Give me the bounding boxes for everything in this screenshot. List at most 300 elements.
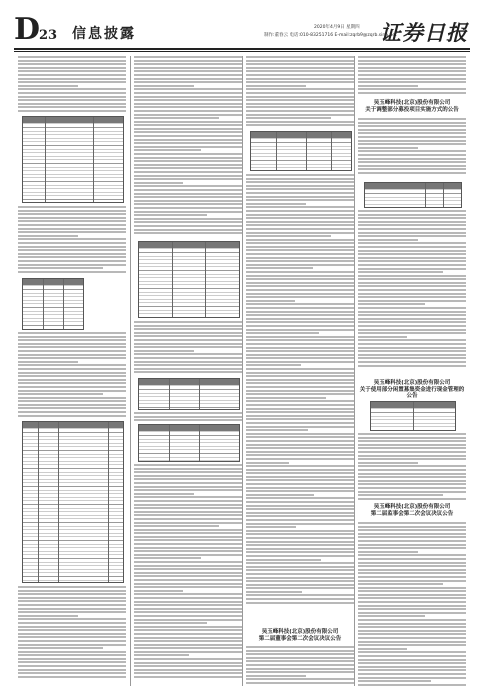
notice-title: 第二届董事会第二次会议决议公告 [258, 635, 342, 642]
text-line [358, 641, 466, 643]
text-line [358, 522, 466, 524]
text-line [134, 221, 242, 223]
text-line [358, 125, 466, 127]
text-line [18, 644, 126, 646]
text-line [246, 314, 354, 316]
text-line [134, 489, 242, 491]
notice-title-block [246, 629, 354, 642]
text-line [358, 143, 466, 145]
text-line [18, 346, 126, 348]
text-line [134, 211, 242, 213]
body-text [18, 586, 126, 679]
text-line [134, 601, 242, 603]
body-text [134, 321, 242, 375]
text-line [134, 561, 242, 563]
text-line [246, 573, 354, 575]
text-line [358, 637, 466, 639]
text-line [358, 224, 466, 226]
text-line [18, 332, 126, 334]
text-line [246, 300, 295, 302]
notice-title: 关于调整部分募投项目实施方式的公告 [365, 106, 459, 113]
text-line [246, 465, 354, 467]
text-line [246, 347, 354, 349]
text-line [134, 615, 242, 617]
text-line [358, 491, 466, 493]
text-line [246, 203, 306, 205]
text-line [246, 188, 354, 190]
text-line [134, 96, 242, 98]
text-line [358, 296, 466, 298]
text-line [246, 429, 308, 431]
text-line [134, 63, 242, 65]
text-line [134, 106, 242, 108]
text-line [246, 512, 354, 514]
text-line [134, 504, 242, 506]
text-line [358, 597, 466, 599]
text-line [134, 185, 242, 187]
text-line [134, 583, 242, 585]
text-line [358, 232, 466, 234]
text-line [246, 181, 354, 183]
text-line [18, 92, 126, 94]
text-line [134, 218, 242, 220]
body-text [358, 522, 466, 686]
text-line [134, 565, 242, 567]
text-line [246, 462, 289, 464]
text-line [246, 235, 331, 237]
text-line [358, 605, 466, 607]
text-line [134, 554, 242, 556]
text-line [134, 214, 207, 216]
text-line [18, 99, 126, 101]
text-line [246, 587, 354, 589]
text-line [18, 622, 126, 624]
text-line [18, 267, 103, 269]
text-line [134, 626, 242, 628]
text-line [134, 160, 242, 162]
text-line [246, 357, 354, 359]
text-line [134, 74, 242, 76]
text-line [134, 124, 242, 126]
text-line [358, 246, 466, 248]
text-line [134, 568, 242, 570]
text-line [246, 444, 354, 446]
text-line [246, 224, 354, 226]
text-line [246, 350, 354, 352]
text-line [134, 178, 242, 180]
text-line [134, 651, 242, 653]
text-line [134, 522, 242, 524]
text-line [246, 487, 354, 489]
text-line [246, 242, 354, 244]
text-line [18, 390, 126, 392]
text-line [246, 566, 354, 568]
body-text [246, 646, 354, 686]
body-text [134, 412, 242, 423]
text-line [134, 629, 242, 631]
text-line [18, 615, 78, 617]
text-line [246, 602, 354, 604]
text-line [246, 325, 354, 327]
column-divider [242, 56, 243, 686]
text-line [358, 260, 466, 262]
text-line [18, 85, 78, 87]
text-line [358, 648, 407, 650]
text-line [134, 608, 242, 610]
text-line [18, 640, 126, 642]
text-line [358, 325, 466, 327]
text-line [134, 468, 242, 470]
text-line [18, 350, 126, 352]
text-line [358, 147, 418, 149]
text-line [246, 74, 354, 76]
text-line [358, 483, 466, 485]
text-line [358, 161, 466, 163]
text-line [246, 103, 354, 105]
text-line [18, 249, 126, 251]
text-line [246, 530, 354, 532]
text-line [18, 672, 126, 674]
text-line [134, 579, 242, 581]
text-line [18, 256, 126, 258]
text-line [134, 117, 219, 119]
text-line [358, 74, 466, 76]
section-title: 信息披露 [72, 26, 136, 42]
text-line [18, 404, 126, 406]
text-line [134, 575, 242, 577]
text-line [246, 594, 354, 596]
text-column-2 [134, 56, 242, 686]
text-line [358, 253, 466, 255]
text-line [18, 400, 126, 402]
notice-title-block [358, 380, 466, 400]
text-line [246, 533, 354, 535]
text-line [358, 580, 466, 582]
text-line [134, 514, 242, 516]
text-line [246, 458, 354, 460]
text-line [358, 677, 466, 679]
text-line [134, 81, 242, 83]
text-line [246, 332, 319, 334]
text-line [246, 289, 354, 291]
body-text [358, 210, 466, 368]
text-line [134, 332, 242, 334]
text-line [134, 486, 242, 488]
text-line [358, 81, 466, 83]
data-table [138, 241, 240, 318]
text-line [18, 246, 126, 248]
text-line [18, 63, 126, 65]
text-line [358, 214, 466, 216]
text-line [18, 343, 126, 345]
text-line [134, 167, 242, 169]
text-line [134, 175, 242, 177]
page-number: D23 [14, 12, 58, 47]
text-line [246, 214, 354, 216]
text-line [358, 242, 466, 244]
text-line [134, 343, 242, 345]
text-line [246, 375, 354, 377]
text-line [246, 418, 354, 420]
text-line [358, 210, 466, 212]
text-line [246, 591, 302, 593]
text-line [358, 67, 466, 69]
text-line [134, 611, 242, 613]
text-line [246, 682, 354, 684]
text-line [358, 494, 443, 496]
text-line [246, 483, 354, 485]
text-line [134, 654, 189, 656]
text-line [246, 321, 354, 323]
text-line [358, 275, 466, 277]
text-line [358, 633, 466, 635]
editor-contact: 制作:董春云 电话:010-83251716 E-mail:zqrb9@zqrb.sina.net [264, 33, 397, 38]
text-line [246, 454, 354, 456]
text-line [134, 647, 242, 649]
text-line [134, 622, 207, 624]
text-line [358, 336, 407, 338]
text-line [18, 658, 126, 660]
text-line [134, 475, 242, 477]
text-line [246, 551, 354, 553]
text-line [246, 174, 354, 176]
data-table [364, 182, 462, 208]
text-line [134, 676, 242, 678]
text-line [246, 239, 354, 241]
text-line [134, 153, 242, 155]
text-line [358, 651, 466, 653]
text-line [18, 217, 126, 219]
text-line [246, 232, 354, 234]
text-line [246, 393, 354, 395]
text-line [358, 268, 466, 270]
text-line [246, 271, 354, 273]
text-line [134, 547, 242, 549]
text-line [358, 293, 466, 295]
text-line [358, 318, 466, 320]
text-line [358, 339, 466, 341]
data-table [22, 421, 124, 583]
text-line [358, 440, 466, 442]
text-line [246, 307, 354, 309]
text-line [134, 339, 242, 341]
text-line [134, 70, 242, 72]
text-line [18, 357, 126, 359]
text-line [134, 99, 242, 101]
column-divider [130, 56, 131, 686]
notice-title-block [358, 504, 466, 517]
text-line [358, 311, 466, 313]
text-line [358, 547, 466, 549]
text-line [18, 604, 126, 606]
text-line [358, 129, 466, 131]
text-line [18, 56, 126, 58]
text-line [134, 328, 242, 330]
text-line [18, 600, 126, 602]
header-rule-thin [14, 51, 470, 52]
text-line [134, 346, 242, 348]
text-line [358, 361, 466, 363]
text-line [18, 78, 126, 80]
text-line [246, 508, 354, 510]
text-line [246, 339, 354, 341]
text-line [134, 56, 242, 58]
text-line [134, 464, 242, 466]
text-line [134, 229, 242, 231]
notice-company: 吴玉峰科技(北京)股份有限公司 [373, 100, 451, 106]
text-line [358, 644, 466, 646]
body-text [134, 464, 242, 680]
text-line [18, 676, 126, 678]
text-line [358, 154, 466, 156]
text-line [18, 593, 126, 595]
text-line [246, 196, 354, 198]
text-line [246, 67, 354, 69]
text-line [358, 615, 425, 617]
text-line [246, 368, 354, 370]
notice-title: 关于使用部分闲置募集资金进行现金管理的公告 [359, 386, 465, 399]
text-line [134, 590, 183, 592]
text-line [246, 541, 354, 543]
text-line [134, 572, 242, 574]
text-line [134, 371, 242, 373]
text-line [134, 536, 242, 538]
text-line [358, 583, 443, 585]
notice-title: 第二届监事会第二次会议决议公告 [370, 510, 454, 517]
text-line [246, 60, 354, 62]
body-text [358, 433, 466, 501]
text-line [134, 88, 242, 90]
text-line [358, 498, 466, 500]
text-line [246, 81, 354, 83]
text-line [246, 121, 354, 123]
text-line [134, 121, 242, 123]
text-line [246, 192, 354, 194]
text-line [246, 505, 354, 507]
text-line [246, 92, 354, 94]
text-line [358, 594, 466, 596]
text-line [134, 171, 242, 173]
text-line [246, 501, 354, 503]
text-line [134, 103, 242, 105]
text-line [134, 203, 242, 205]
text-line [18, 375, 126, 377]
text-line [18, 70, 126, 72]
text-line [246, 469, 354, 471]
text-line [246, 426, 354, 428]
text-line [18, 368, 126, 370]
text-line [18, 74, 126, 76]
text-line [358, 332, 466, 334]
text-line [18, 382, 126, 384]
text-line [358, 476, 466, 478]
text-line [18, 397, 126, 399]
text-line [358, 623, 466, 625]
notice-company: 吴玉峰科技(北京)股份有限公司 [373, 504, 451, 510]
text-line [134, 114, 242, 116]
text-line [246, 336, 354, 338]
text-line [246, 275, 354, 277]
text-line [246, 671, 354, 673]
text-line [134, 586, 242, 588]
text-line [246, 411, 354, 413]
text-line [358, 433, 466, 435]
text-line [134, 658, 242, 660]
text-line [134, 321, 242, 323]
text-line [18, 654, 126, 656]
text-line [358, 158, 466, 160]
text-line [134, 200, 242, 202]
body-text [18, 56, 126, 114]
text-line [246, 577, 354, 579]
text-line [18, 253, 126, 255]
body-text [246, 174, 354, 605]
text-line [134, 511, 242, 513]
text-line [246, 264, 354, 266]
body-text [358, 118, 466, 176]
text-line [358, 347, 466, 349]
text-line [134, 128, 242, 130]
text-line [18, 103, 126, 105]
text-line [18, 386, 126, 388]
text-line [246, 390, 354, 392]
text-line [358, 122, 466, 124]
text-line [246, 537, 354, 539]
text-line [246, 598, 354, 600]
data-table [250, 131, 352, 171]
text-line [358, 250, 466, 252]
text-line [18, 608, 126, 610]
text-line [246, 400, 354, 402]
text-line [18, 586, 126, 588]
text-line [18, 636, 126, 638]
notice-company: 吴玉峰科技(北京)股份有限公司 [373, 380, 451, 386]
text-line [18, 590, 126, 592]
text-line [18, 228, 126, 230]
text-line [134, 85, 194, 87]
data-table [138, 424, 240, 462]
text-line [134, 419, 242, 421]
text-line [246, 675, 306, 677]
text-line [246, 253, 354, 255]
text-line [358, 92, 466, 94]
header-rule [14, 48, 470, 50]
text-line [358, 565, 466, 567]
text-line [358, 587, 466, 589]
text-line [18, 106, 126, 108]
text-line [246, 451, 354, 453]
text-line [246, 221, 354, 223]
text-line [134, 416, 242, 418]
text-line [246, 110, 354, 112]
text-line [246, 318, 354, 320]
text-line [246, 479, 354, 481]
text-line [18, 260, 126, 262]
text-line [358, 480, 466, 482]
text-line [18, 339, 126, 341]
text-line [246, 415, 354, 417]
text-line [358, 462, 418, 464]
text-line [358, 451, 466, 453]
text-line [358, 60, 466, 62]
text-line [246, 397, 326, 399]
text-line [134, 60, 242, 62]
text-line [134, 149, 201, 151]
text-line [246, 497, 354, 499]
text-line [246, 372, 354, 374]
text-line [358, 70, 466, 72]
text-line [246, 653, 354, 655]
